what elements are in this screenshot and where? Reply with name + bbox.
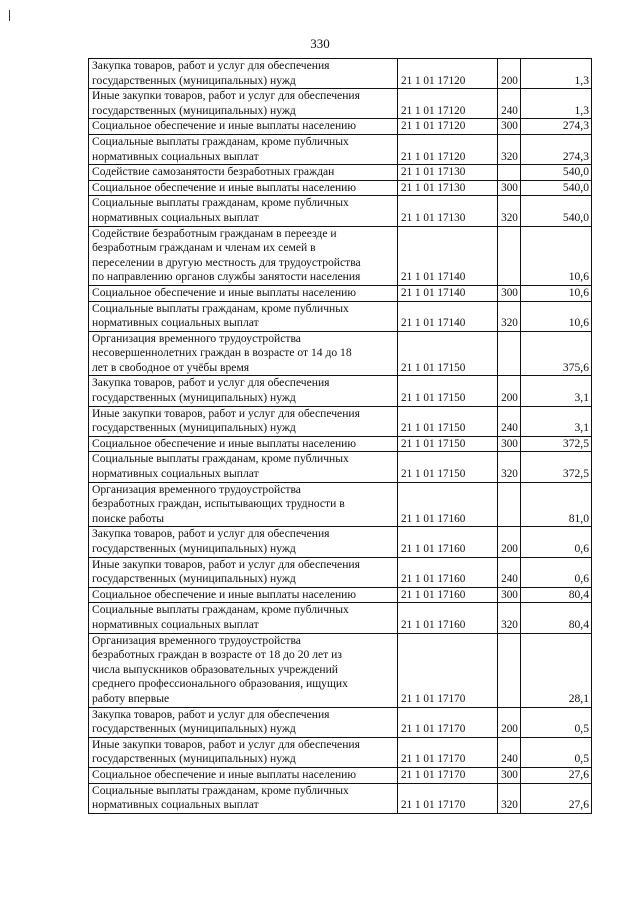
row-code-cell: 21 1 01 17120: [398, 134, 498, 164]
row-expense-type-cell: 240: [498, 737, 521, 767]
row-name-cell: Социальные выплаты гражданам, кроме публичных нормативных социальных выплат: [89, 452, 398, 482]
row-code-cell: 21 1 01 17160: [398, 557, 498, 587]
row-expense-type-cell: 300: [498, 285, 521, 301]
row-expense-type-cell: 200: [498, 59, 521, 89]
row-amount-cell: 3,1: [521, 406, 592, 436]
row-amount-cell: 0,6: [521, 527, 592, 557]
row-amount-cell: 1,3: [521, 89, 592, 119]
row-code-cell: 21 1 01 17120: [398, 59, 498, 89]
row-name-cell: Содействие безработным гражданам в переезде и безработным гражданам и членам их семей в переселении в другую местность для трудоустройства по направлению органов службы занятости населения: [89, 226, 398, 285]
row-code-cell: 21 1 01 17140: [398, 226, 498, 285]
row-expense-type-cell: 200: [498, 527, 521, 557]
row-amount-cell: 372,5: [521, 452, 592, 482]
table-row: [89, 557, 592, 587]
row-code-cell: 21 1 01 17140: [398, 285, 498, 301]
table-row: [89, 196, 592, 226]
table-row: [89, 527, 592, 557]
table-row: [89, 89, 592, 119]
row-amount-cell: 10,6: [521, 226, 592, 285]
table-row: [89, 285, 592, 301]
row-amount-cell: 540,0: [521, 180, 592, 196]
row-code-cell: 21 1 01 17140: [398, 301, 498, 331]
table-row: [89, 119, 592, 135]
row-amount-cell: 27,6: [521, 767, 592, 783]
row-code-cell: 21 1 01 17170: [398, 633, 498, 707]
row-expense-type-cell: [498, 226, 521, 285]
row-code-cell: 21 1 01 17130: [398, 196, 498, 226]
row-code-cell: 21 1 01 17150: [398, 452, 498, 482]
row-expense-type-cell: [498, 331, 521, 376]
row-name-cell: Иные закупки товаров, работ и услуг для обеспечения государственных (муниципальных) нужд: [89, 557, 398, 587]
row-code-cell: 21 1 01 17170: [398, 783, 498, 813]
row-amount-cell: 28,1: [521, 633, 592, 707]
table-row: [89, 134, 592, 164]
row-expense-type-cell: 240: [498, 89, 521, 119]
row-amount-cell: 0,5: [521, 707, 592, 737]
row-amount-cell: 372,5: [521, 436, 592, 452]
table-row: [89, 783, 592, 813]
row-amount-cell: 10,6: [521, 285, 592, 301]
row-name-cell: Организация временного трудоустройства безработных граждан в возрасте от 18 до 20 лет из числа выпускников образовательных учреждений среднего профессионального образования, ищущих работу впервые: [89, 633, 398, 707]
row-amount-cell: 274,3: [521, 134, 592, 164]
page-number: 330: [310, 36, 330, 51]
table-row: [89, 301, 592, 331]
row-amount-cell: 80,4: [521, 603, 592, 633]
row-name-cell: Иные закупки товаров, работ и услуг для обеспечения государственных (муниципальных) нужд: [89, 89, 398, 119]
table-row: [89, 737, 592, 767]
row-expense-type-cell: 320: [498, 134, 521, 164]
row-code-cell: 21 1 01 17150: [398, 436, 498, 452]
table-row: [89, 436, 592, 452]
row-expense-type-cell: 200: [498, 376, 521, 406]
row-amount-cell: 27,6: [521, 783, 592, 813]
row-name-cell: Социальное обеспечение и иные выплаты населению: [89, 436, 398, 452]
row-amount-cell: 0,5: [521, 737, 592, 767]
row-code-cell: 21 1 01 17170: [398, 767, 498, 783]
row-name-cell: Закупка товаров, работ и услуг для обеспечения государственных (муниципальных) нужд: [89, 527, 398, 557]
row-name-cell: Социальные выплаты гражданам, кроме публичных нормативных социальных выплат: [89, 301, 398, 331]
row-amount-cell: 540,0: [521, 165, 592, 181]
table-row: [89, 482, 592, 527]
row-amount-cell: 274,3: [521, 119, 592, 135]
row-name-cell: Иные закупки товаров, работ и услуг для обеспечения государственных (муниципальных) нужд: [89, 737, 398, 767]
row-expense-type-cell: 300: [498, 767, 521, 783]
table-row: [89, 633, 592, 707]
row-name-cell: Закупка товаров, работ и услуг для обеспечения государственных (муниципальных) нужд: [89, 59, 398, 89]
scan-edge-mark: [9, 10, 10, 21]
row-code-cell: 21 1 01 17170: [398, 737, 498, 767]
row-name-cell: Содействие самозанятости безработных граждан: [89, 165, 398, 181]
table-row: [89, 59, 592, 89]
row-code-cell: 21 1 01 17150: [398, 331, 498, 376]
table-row: [89, 331, 592, 376]
table-row: [89, 226, 592, 285]
row-code-cell: 21 1 01 17160: [398, 603, 498, 633]
row-expense-type-cell: 300: [498, 587, 521, 603]
row-code-cell: 21 1 01 17120: [398, 119, 498, 135]
row-code-cell: 21 1 01 17120: [398, 89, 498, 119]
row-name-cell: Социальное обеспечение и иные выплаты населению: [89, 119, 398, 135]
row-name-cell: Социальное обеспечение и иные выплаты населению: [89, 587, 398, 603]
budget-table-body: [89, 59, 592, 814]
row-name-cell: Организация временного трудоустройства несовершеннолетних граждан в возрасте от 14 до 18 лет в свободное от учёбы время: [89, 331, 398, 376]
table-row: [89, 587, 592, 603]
budget-table: [88, 58, 592, 814]
row-expense-type-cell: 300: [498, 180, 521, 196]
row-expense-type-cell: 240: [498, 557, 521, 587]
row-code-cell: 21 1 01 17160: [398, 482, 498, 527]
row-code-cell: 21 1 01 17150: [398, 376, 498, 406]
row-name-cell: Социальные выплаты гражданам, кроме публичных нормативных социальных выплат: [89, 603, 398, 633]
row-amount-cell: 375,6: [521, 331, 592, 376]
row-code-cell: 21 1 01 17130: [398, 165, 498, 181]
row-name-cell: Социальное обеспечение и иные выплаты населению: [89, 285, 398, 301]
row-expense-type-cell: 300: [498, 436, 521, 452]
table-row: [89, 376, 592, 406]
row-code-cell: 21 1 01 17170: [398, 707, 498, 737]
row-name-cell: Социальные выплаты гражданам, кроме публичных нормативных социальных выплат: [89, 783, 398, 813]
row-amount-cell: 3,1: [521, 376, 592, 406]
row-expense-type-cell: 300: [498, 119, 521, 135]
table-row: [89, 180, 592, 196]
row-expense-type-cell: 240: [498, 406, 521, 436]
row-code-cell: 21 1 01 17150: [398, 406, 498, 436]
row-amount-cell: 0,6: [521, 557, 592, 587]
row-expense-type-cell: 320: [498, 196, 521, 226]
row-amount-cell: 81,0: [521, 482, 592, 527]
row-amount-cell: 80,4: [521, 587, 592, 603]
row-code-cell: 21 1 01 17160: [398, 527, 498, 557]
row-code-cell: 21 1 01 17160: [398, 587, 498, 603]
row-expense-type-cell: [498, 165, 521, 181]
row-expense-type-cell: [498, 633, 521, 707]
row-expense-type-cell: 320: [498, 301, 521, 331]
table-row: [89, 707, 592, 737]
row-name-cell: Социальное обеспечение и иные выплаты населению: [89, 767, 398, 783]
table-row: [89, 406, 592, 436]
row-amount-cell: 1,3: [521, 59, 592, 89]
row-name-cell: Социальные выплаты гражданам, кроме публичных нормативных социальных выплат: [89, 134, 398, 164]
row-name-cell: Закупка товаров, работ и услуг для обеспечения государственных (муниципальных) нужд: [89, 376, 398, 406]
table-row: [89, 452, 592, 482]
row-expense-type-cell: 200: [498, 707, 521, 737]
row-name-cell: Организация временного трудоустройства безработных граждан, испытывающих трудности в поиске работы: [89, 482, 398, 527]
row-name-cell: Иные закупки товаров, работ и услуг для обеспечения государственных (муниципальных) нужд: [89, 406, 398, 436]
row-code-cell: 21 1 01 17130: [398, 180, 498, 196]
row-name-cell: Закупка товаров, работ и услуг для обеспечения государственных (муниципальных) нужд: [89, 707, 398, 737]
row-expense-type-cell: 320: [498, 603, 521, 633]
table-row: [89, 603, 592, 633]
table-row: [89, 165, 592, 181]
row-amount-cell: 540,0: [521, 196, 592, 226]
row-amount-cell: 10,6: [521, 301, 592, 331]
row-expense-type-cell: 320: [498, 783, 521, 813]
row-name-cell: Социальные выплаты гражданам, кроме публичных нормативных социальных выплат: [89, 196, 398, 226]
table-row: [89, 767, 592, 783]
row-expense-type-cell: 320: [498, 452, 521, 482]
row-expense-type-cell: [498, 482, 521, 527]
row-name-cell: Социальное обеспечение и иные выплаты населению: [89, 180, 398, 196]
